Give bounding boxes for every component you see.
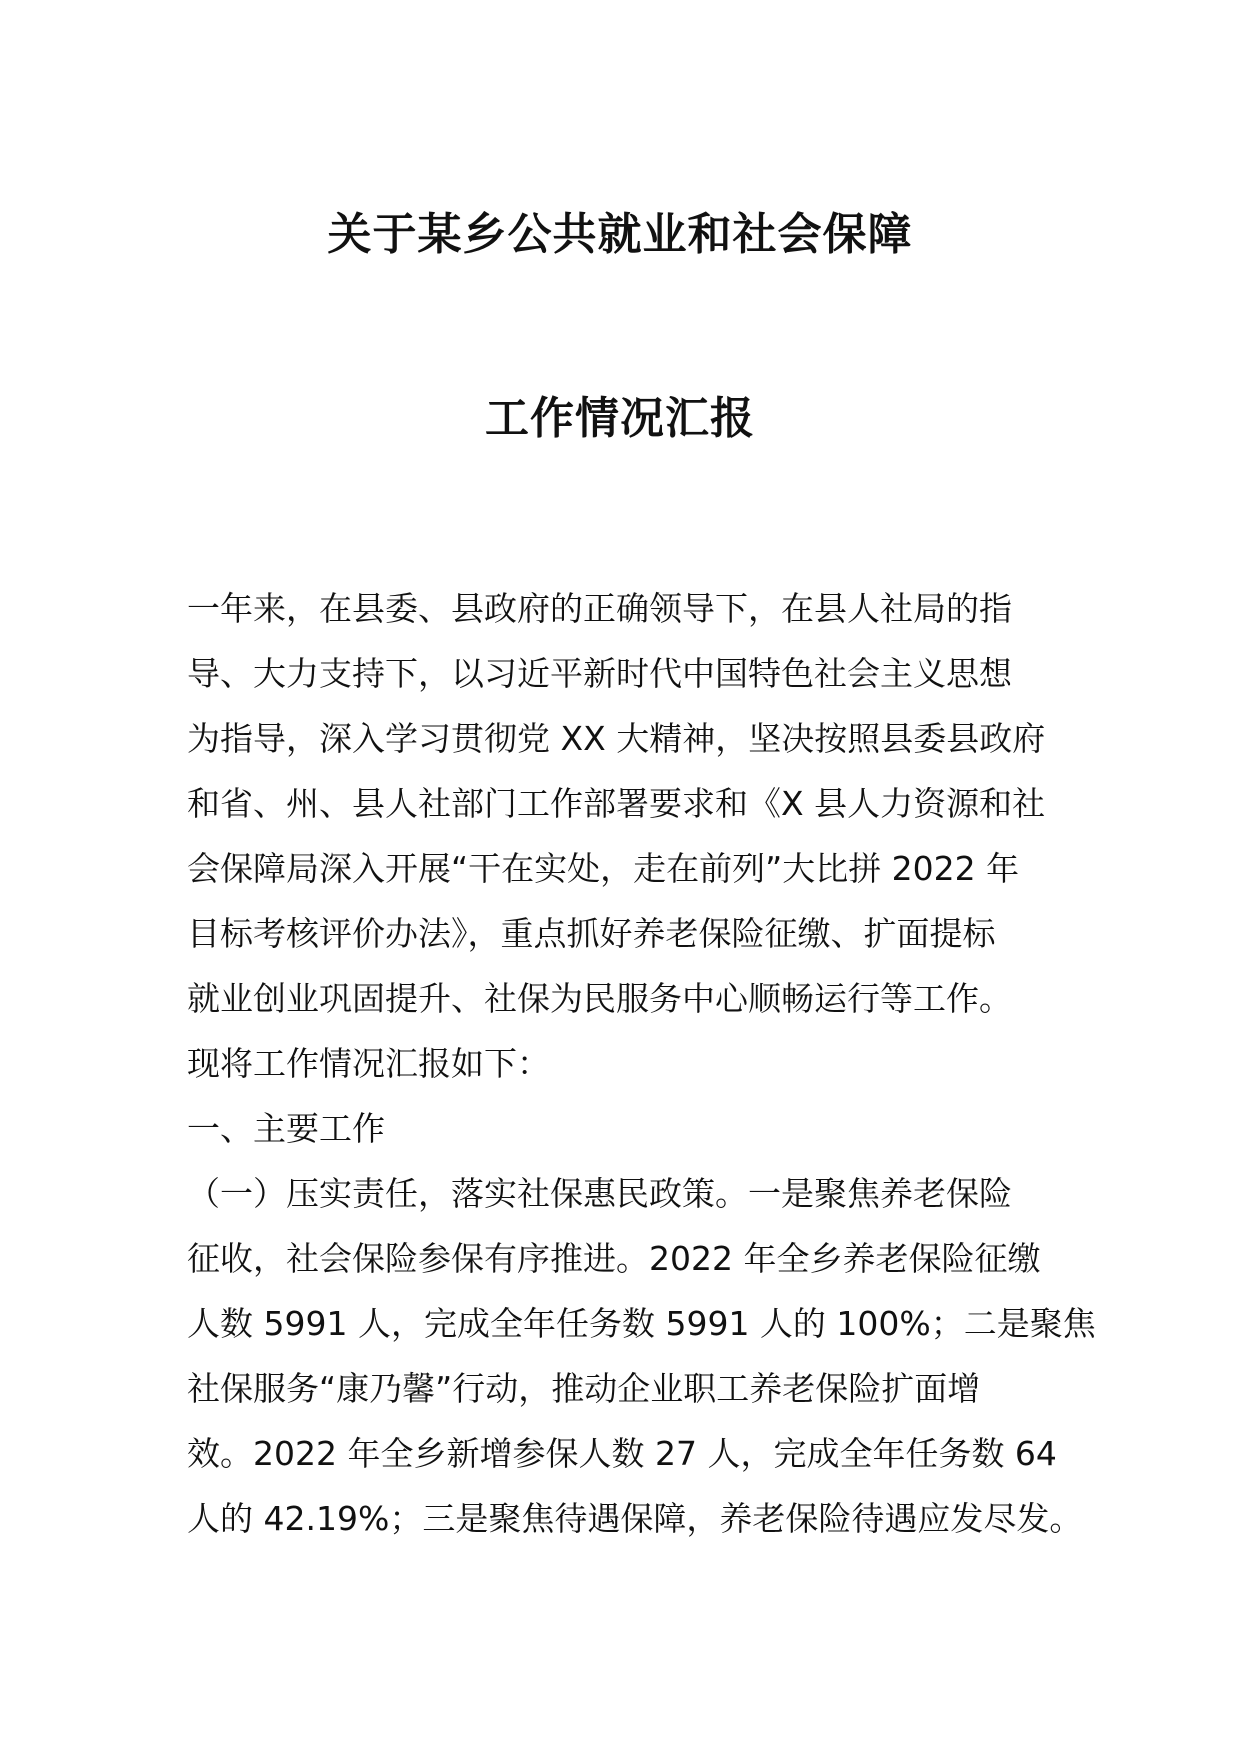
- body-line: 和省、州、县人社部门工作部署要求和《X 县人力资源和社: [187, 784, 1046, 823]
- body-line: 人数 5991 人，完成全年任务数 5991 人的 100%；二是聚焦: [187, 1304, 1096, 1343]
- body-line: 征收，社会保险参保有序推进。2022 年全乡养老保险征缴: [187, 1239, 1041, 1278]
- body-line: 一年来，在县委、县政府的正确领导下，在县人社局的指: [187, 589, 1012, 628]
- body-line: （一）压实责任，落实社保惠民政策。一是聚焦养老保险: [187, 1174, 1012, 1213]
- section-heading: 一、主要工作: [187, 1109, 385, 1148]
- body-line: 就业创业巩固提升、社保为民服务中心顺畅运行等工作。: [187, 979, 1012, 1018]
- body-line: 人的 42.19%；三是聚焦待遇保障，养老保险待遇应发尽发。: [187, 1499, 1083, 1538]
- body-line: 目标考核评价办法》，重点抓好养老保险征缴、扩面提标: [187, 914, 996, 953]
- body-line: 现将工作情况汇报如下：: [187, 1044, 550, 1083]
- body-line: 会保障局深入开展“干在实处，走在前列”大比拼 2022 年: [187, 849, 1020, 888]
- body-line: 社保服务“康乃馨”行动，推动企业职工养老保险扩面增: [187, 1369, 981, 1408]
- body-line: 为指导，深入学习贯彻党 XX 大精神，坚决按照县委县政府: [187, 719, 1046, 758]
- body-line: 导、大力支持下，以习近平新时代中国特色社会主义思想: [187, 654, 1012, 693]
- document-body: [187, 576, 1096, 1551]
- document-title-line-1: 关于某乡公共就业和社会保障: [327, 209, 913, 260]
- document-title-line-2: 工作情况汇报: [485, 393, 755, 444]
- body-line: 效。2022 年全乡新增参保人数 27 人，完成全年任务数 64: [187, 1434, 1057, 1473]
